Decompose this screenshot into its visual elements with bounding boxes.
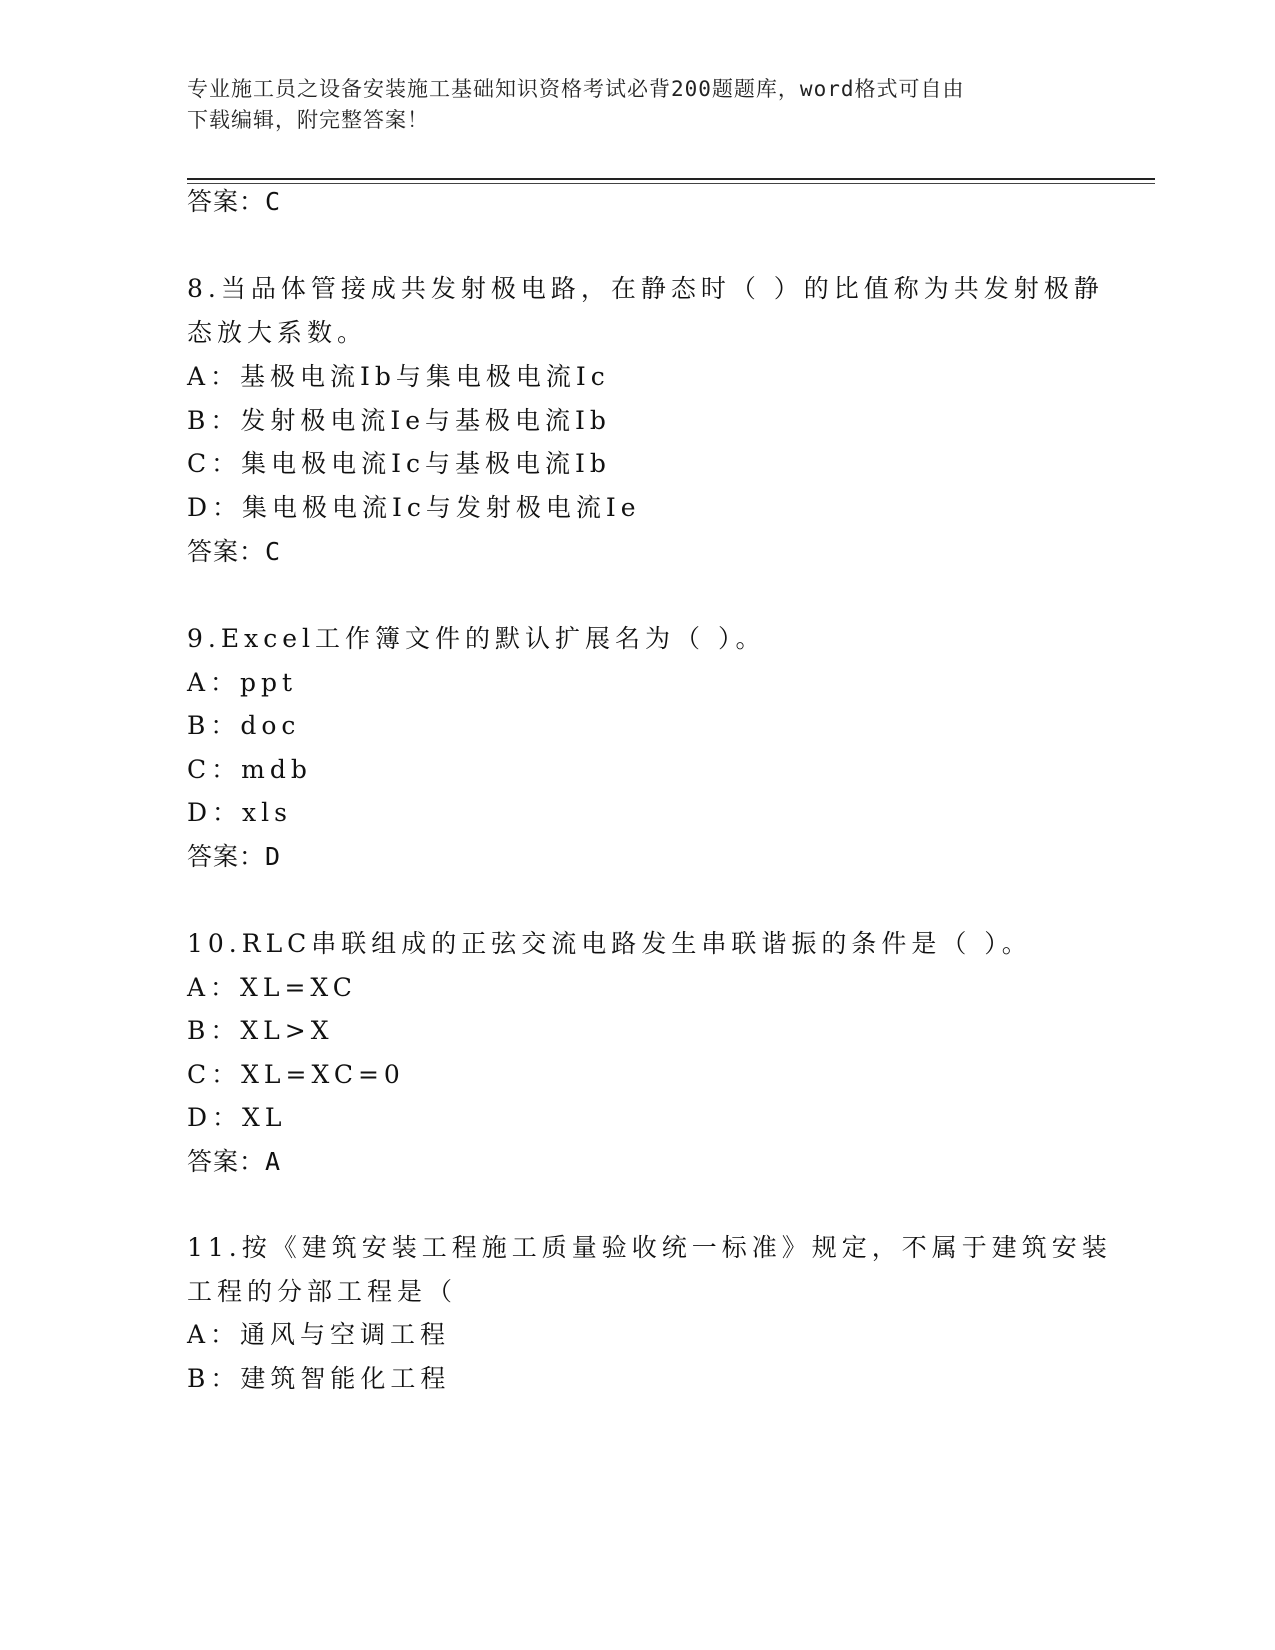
question-8-option-a: A：基极电流Ib与集电极电流Ic [187, 362, 610, 391]
header-divider-thin [187, 183, 1155, 184]
question-10-answer: 答案：A [187, 1147, 282, 1176]
question-10-option-a: A：XL=XC [187, 973, 357, 1002]
question-11-option-b: B：建筑智能化工程 [187, 1364, 451, 1393]
question-9-option-d: D：xls [187, 798, 292, 827]
question-11-stem-line-2: 工程的分部工程是（ [187, 1277, 458, 1306]
question-9-answer: 答案：D [187, 842, 282, 871]
question-8-option-d: D：集电极电流Ic与发射极电流Ie [187, 493, 641, 522]
question-9-option-c: C：mdb [187, 755, 312, 784]
question-8-answer: 答案：C [187, 537, 282, 566]
question-10-stem: 10.RLC串联组成的正弦交流电路发生串联谐振的条件是（ ）。 [187, 929, 1032, 958]
question-9-option-a: A：ppt [187, 668, 298, 697]
question-9-option-b: B：doc [187, 711, 301, 740]
header-divider-thick [187, 178, 1155, 180]
header-line-1: 专业施工员之设备安装施工基础知识资格考试必背200题题库，word格式可自由 [187, 77, 965, 101]
question-11-option-a: A：通风与空调工程 [187, 1320, 451, 1349]
question-8-stem-line-1: 8.当品体管接成共发射极电路，在静态时（ ）的比值称为共发射极静 [187, 274, 1104, 303]
question-11-stem-line-1: 11.按《建筑安装工程施工质量验收统一标准》规定，不属于建筑安装 [187, 1233, 1112, 1262]
document-header [187, 74, 1087, 136]
question-8-option-b: B：发射极电流Ie与基极电流Ib [187, 406, 611, 435]
question-10-option-c: C：XL=XC=0 [187, 1060, 405, 1089]
question-9-stem: 9.Excel工作簿文件的默认扩展名为（ ）。 [187, 624, 766, 653]
question-10-option-d: D：XL [187, 1103, 287, 1132]
question-8-stem-line-2: 态放大系数。 [187, 318, 368, 347]
header-line-2: 下载编辑，附完整答案！ [187, 108, 429, 132]
question-10-option-b: B：XL>X [187, 1016, 334, 1045]
previous-answer: 答案：C [187, 187, 282, 216]
question-8-option-c: C：集电极电流Ic与基极电流Ib [187, 449, 611, 478]
